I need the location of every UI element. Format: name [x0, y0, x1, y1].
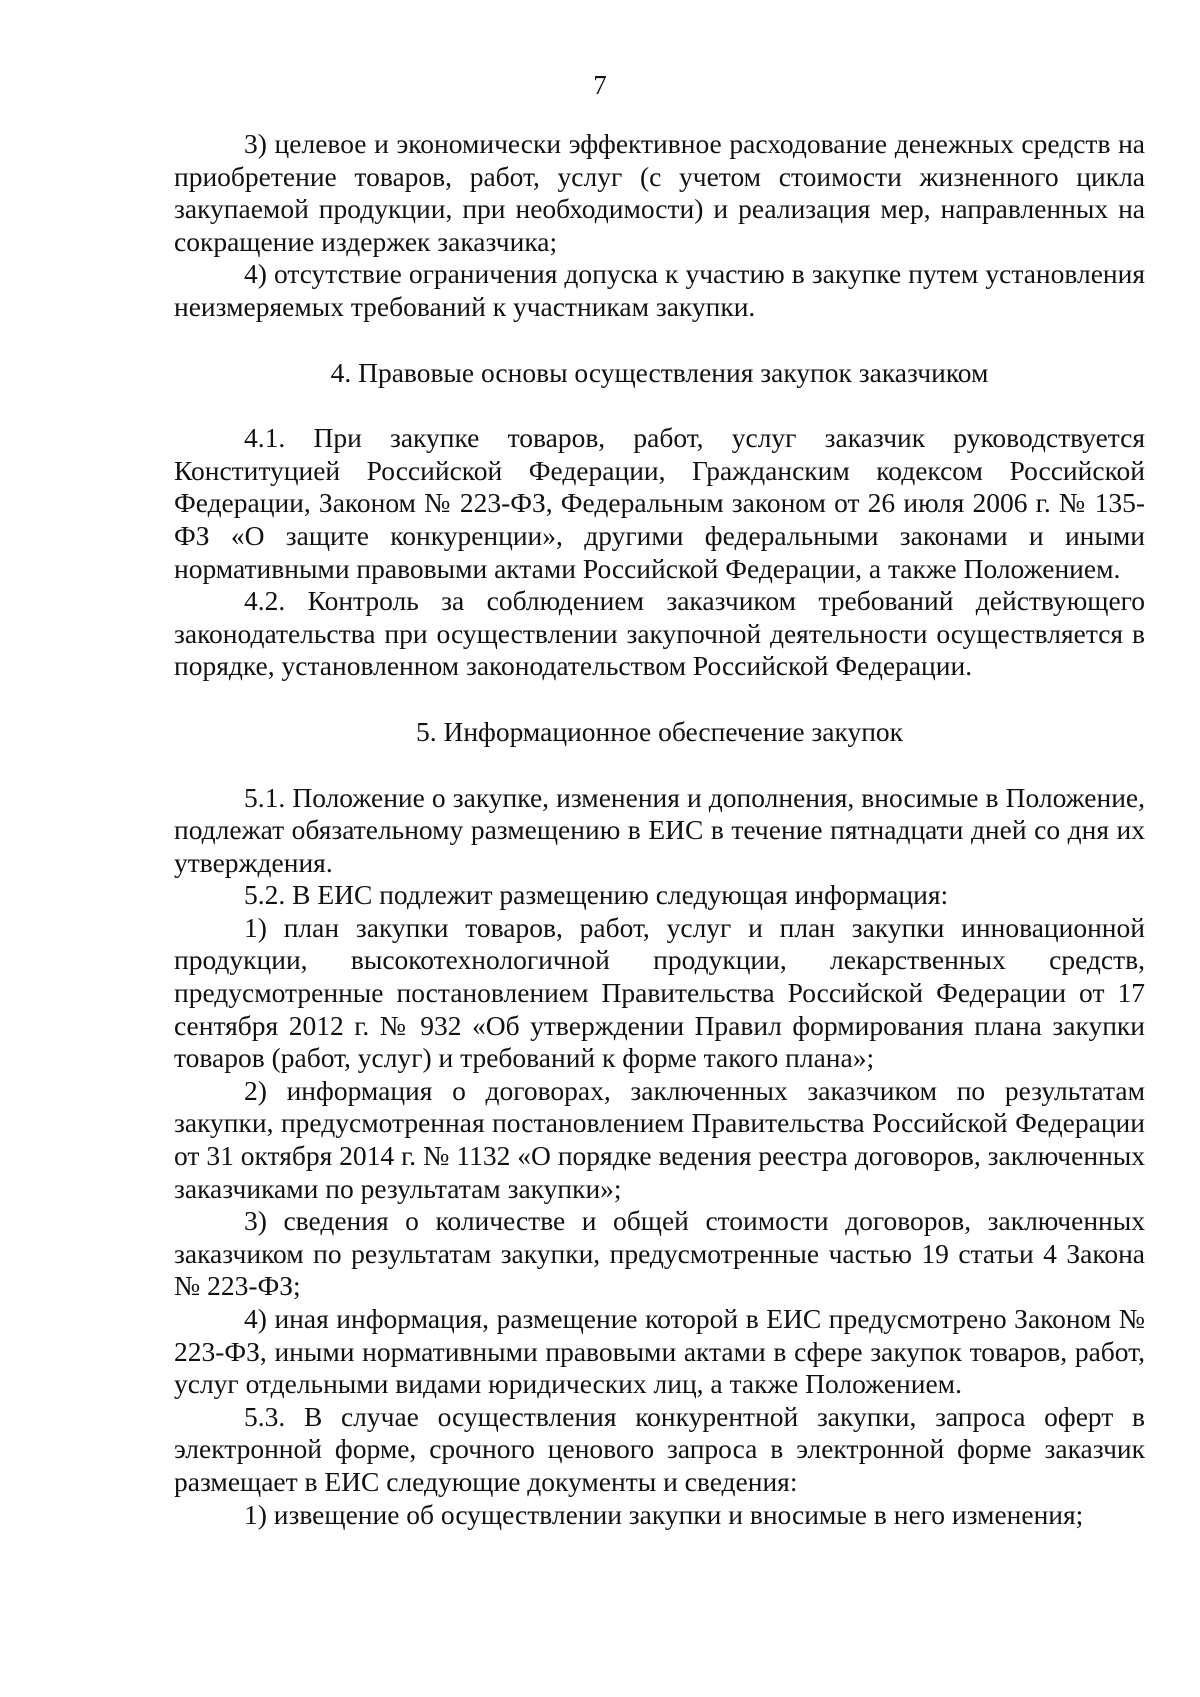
- section-5-2-item-2: 2) информация о договорах, заключенных заказчиком по результатам закупки, предусмотренная постановлением Правительства Российской Федерации от 31 октября 2014 г. № 1132 «О порядке ведения реестра договоров, заключенных заказчиками по результатам закупки»;: [174, 1074, 1145, 1204]
- section-5-paragraph-3: 5.3. В случае осуществления конкурентной закупки, запроса оферт в электронной форме, срочного ценового запроса в электронной форме заказчик размещает в ЕИС следующие документы и сведения:: [174, 1400, 1145, 1497]
- section-5-2-item-3: 3) сведения о количестве и общей стоимости договоров, заключенных заказчиком по результатам закупки, предусмотренные частью 19 статьи 4 Закона № 223-ФЗ;: [174, 1205, 1145, 1302]
- section-5-paragraph-1: 5.1. Положение о закупке, изменения и дополнения, вносимые в Положение, подлежат обязательному размещению в ЕИС в течение пятнадцати дней со дня их утверждения.: [174, 781, 1145, 878]
- intro-item-3: 3) целевое и экономически эффективное расходование денежных средств на приобретение товаров, работ, услуг (с учетом стоимости жизненного цикла закупаемой продукции, при необходимости) и реализация мер, направленных на сокращение издержек заказчика;: [174, 128, 1145, 257]
- section-5-2-item-1: 1) план закупки товаров, работ, услуг и план закупки инновационной продукции, высокотехнологичной продукции, лекарственных средств, предусмотренные постановлением Правительства Российской Федерации от 17 сентября 2012 г. № 932 «Об утверждении Правил формирования плана закупки товаров (работ, услуг) и требований к форме такого плана»;: [174, 911, 1145, 1074]
- section-5-paragraph-2: 5.2. В ЕИС подлежит размещению следующая информация:: [244, 879, 949, 911]
- document-body: [174, 128, 1145, 1531]
- intro-item-4: 4) отсутствие ограничения допуска к участию в закупке путем установления неизмеряемых требований к участникам закупки.: [174, 258, 1145, 322]
- page-number: 7: [593, 70, 607, 100]
- section-5-3-item-1: 1) извещение об осуществлении закупки и вносимые в него изменения;: [244, 1498, 1084, 1530]
- section-4-heading: 4. Правовые основы осуществления закупок заказчиком: [330, 356, 989, 388]
- section-4-paragraph-2: 4.2. Контроль за соблюдением заказчиком требований действующего законодательства при осуществлении закупочной деятельности осуществляется в порядке, установленном законодательством Российской Федерации.: [174, 585, 1145, 682]
- section-5-heading: 5. Информационное обеспечение закупок: [415, 715, 904, 747]
- section-5-2-item-4: 4) иная информация, размещение которой в ЕИС предусмотрено Законом № 223-ФЗ, иными нормативными правовыми актами в сфере закупок товаров, работ, услуг отдельными видами юридических лиц, а также Положением.: [174, 1303, 1145, 1400]
- section-4-paragraph-1: 4.1. При закупке товаров, работ, услуг заказчик руководствуется Конституцией Российской Федерации, Гражданским кодексом Российской Федерации, Законом № 223-ФЗ, Федеральным законом от 26 июля 2006 г. № 135-ФЗ «О защите конкуренции», другими федеральными законами и иными нормативными правовыми актами Российской Федерации, а также Положением.: [174, 422, 1145, 584]
